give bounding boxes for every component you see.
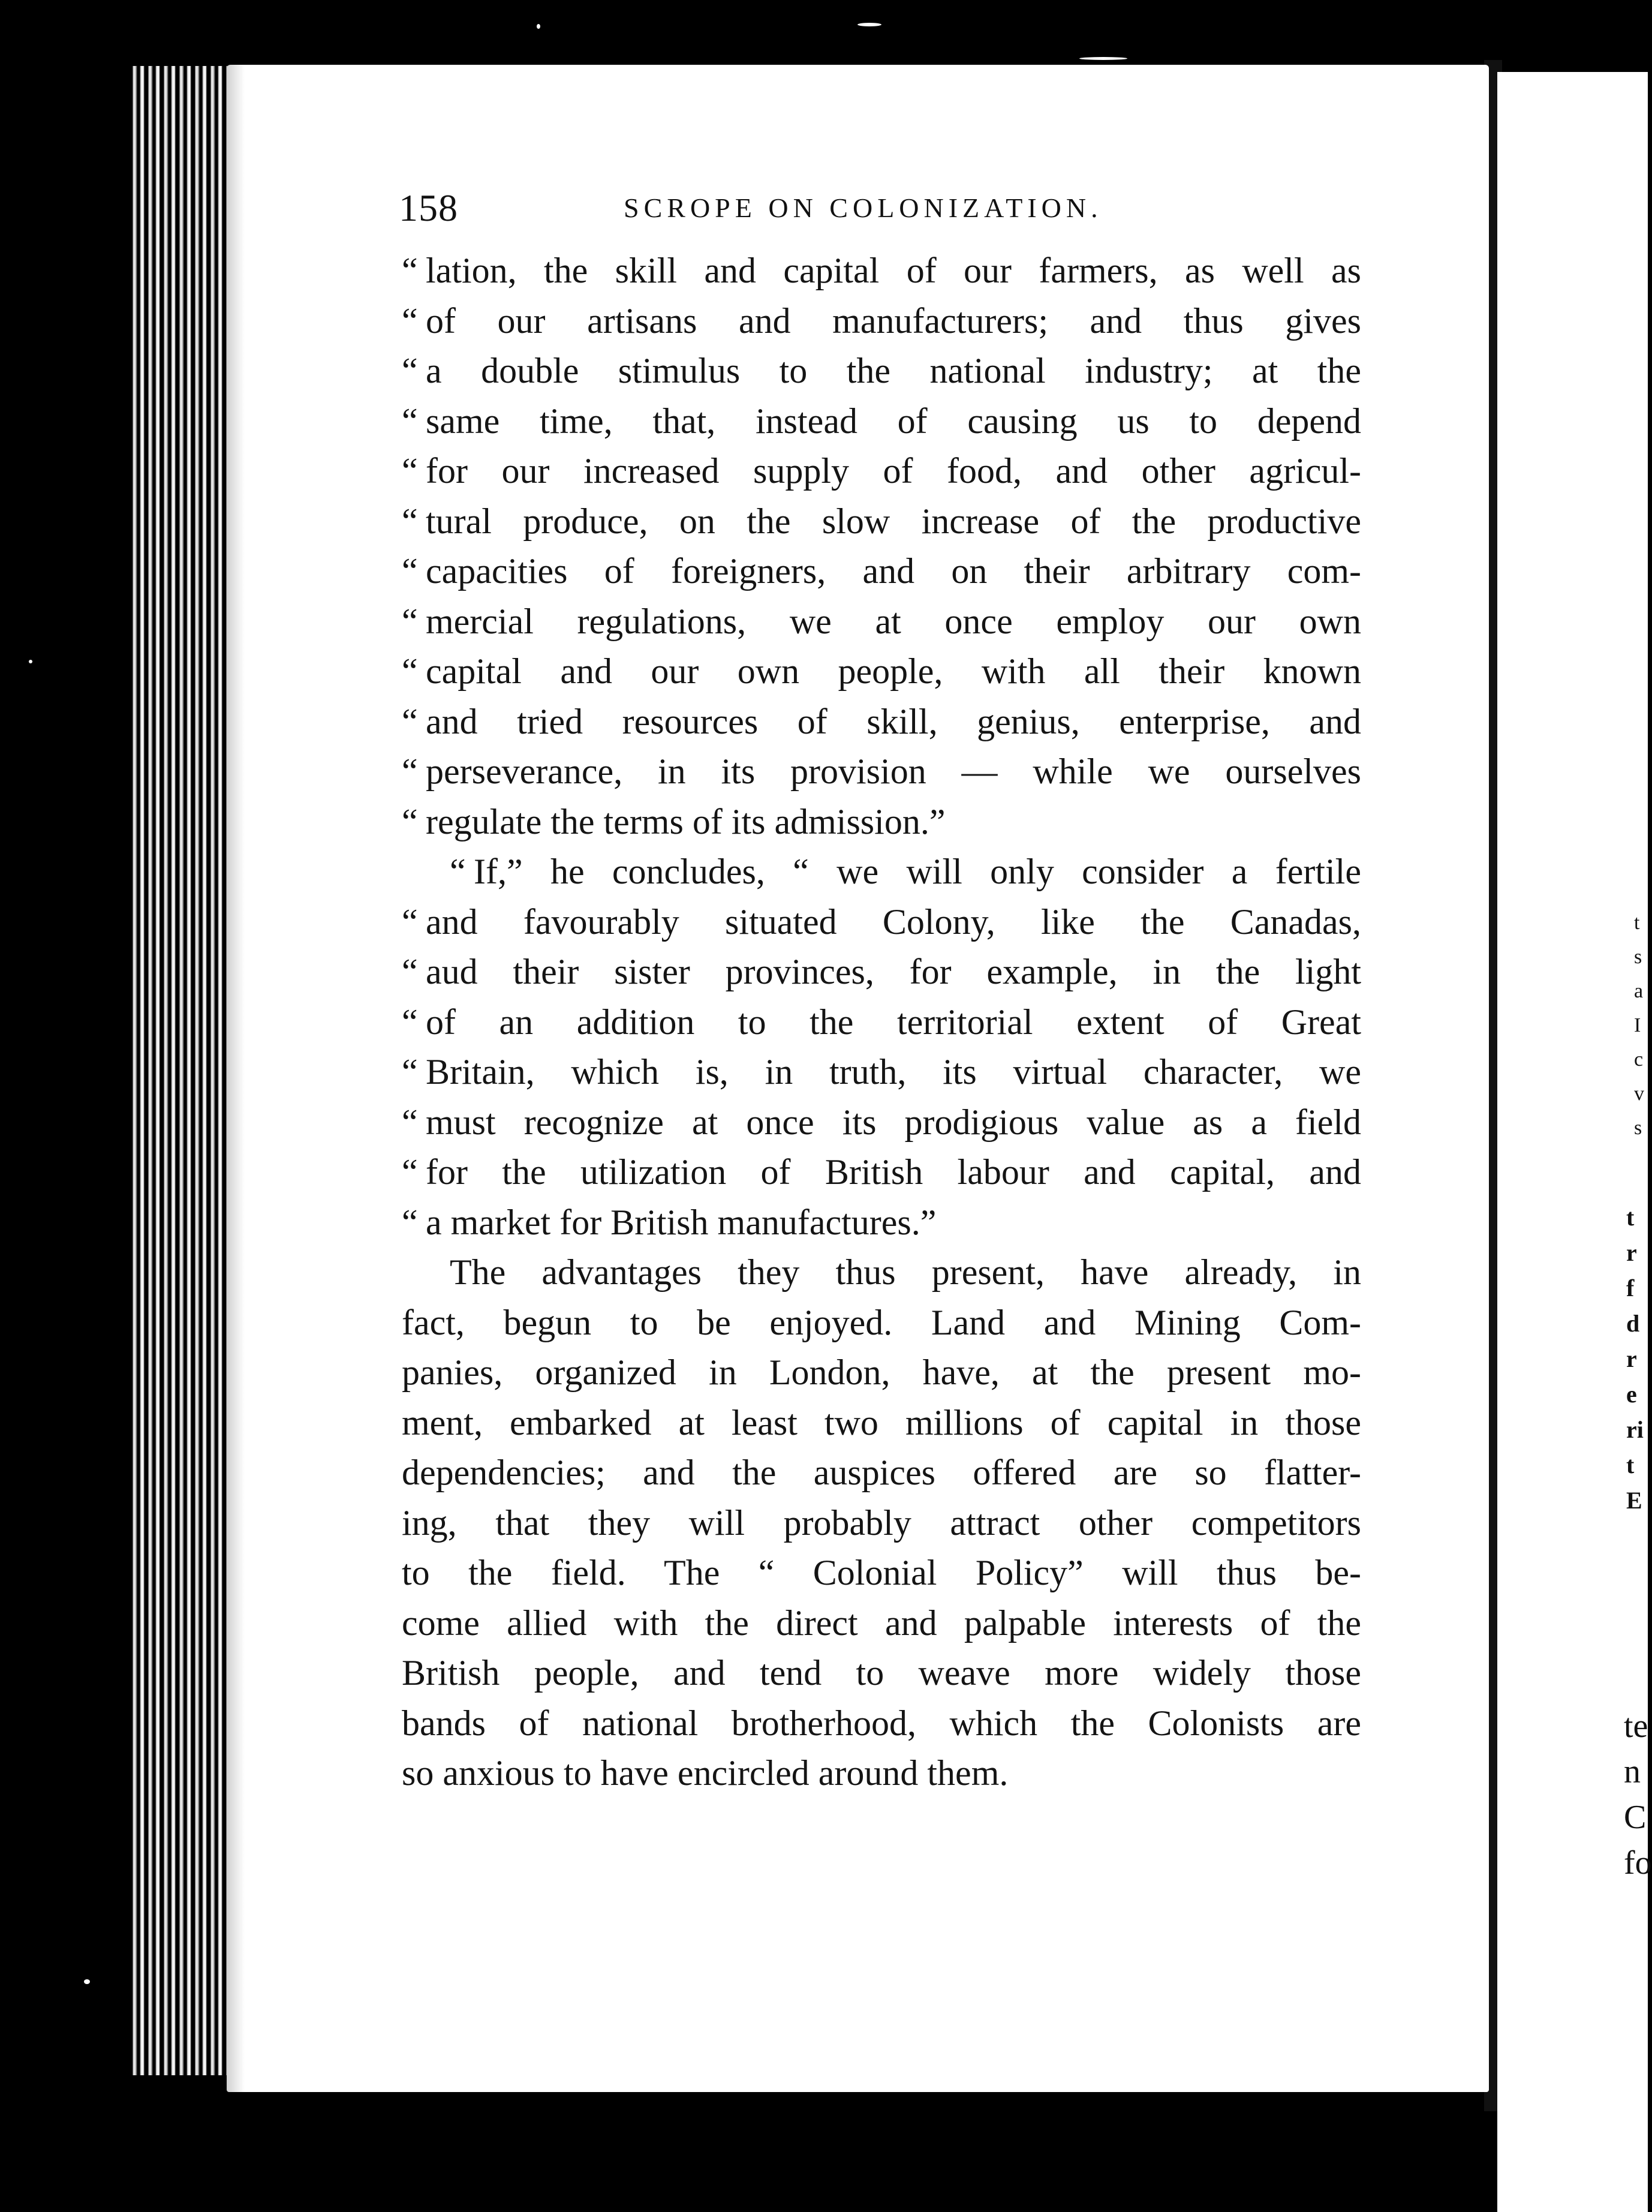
fragment: C (1624, 1799, 1647, 1836)
page-header (399, 186, 1376, 234)
fragment: s (1634, 946, 1642, 968)
body-text (402, 246, 1361, 1799)
text-line: “ same time, that, instead of causing us to depend (402, 396, 1361, 447)
fragment: ri (1626, 1416, 1644, 1443)
fragment: f (1626, 1275, 1635, 1302)
scan-speck (84, 1979, 90, 1984)
right-page-edge (1497, 72, 1652, 2212)
text-line: “ tural produce, on the slow increase of the productive (402, 497, 1361, 547)
quote-mark: “ (402, 451, 418, 491)
quote-mark: “ (402, 752, 418, 791)
running-title: SCROPE ON COLONIZATION. (624, 193, 1103, 223)
quote-mark: “ (402, 351, 418, 390)
fragment: t (1634, 912, 1640, 934)
quote-mark: “ (402, 701, 418, 741)
text-line: come allied with the direct and palpable interests of the (402, 1603, 1361, 1643)
text-line: “ for our increased supply of food, and other agricul- (402, 446, 1361, 497)
fragment: E (1626, 1487, 1642, 1514)
quote-mark: “ (402, 1202, 418, 1242)
text-line: “ lation, the skill and capital of our farmers, as well as (402, 246, 1361, 296)
quote-mark: “ (402, 1102, 418, 1142)
fragment: I (1634, 1014, 1641, 1036)
right-page-fragments-2 (1626, 1200, 1648, 1518)
scan-speck (29, 660, 32, 663)
right-page-fragments-3 (1624, 1703, 1652, 1886)
fragment: r (1626, 1239, 1637, 1266)
text-line: “ a double stimulus to the national industry; at the (402, 346, 1361, 396)
text-line: “ capacities of foreigners, and on their arbitrary com- (402, 546, 1361, 597)
quote-mark: “ (402, 251, 418, 290)
fragment: t (1626, 1204, 1635, 1231)
quote-mark: “ (402, 501, 418, 541)
quote-mark: “ (402, 401, 418, 441)
quote-mark: “ (402, 801, 418, 841)
quote-mark: “ (402, 1152, 418, 1192)
text-line: “ for the utilization of British labour and capital, and (402, 1147, 1361, 1198)
scan-speck (1079, 57, 1127, 60)
text-line: “ must recognize at once its prodigious value as a field (402, 1098, 1361, 1148)
text-line: “ Britain, which is, in truth, its virtual character, we (402, 1047, 1361, 1098)
text-line: fact, begun to be enjoyed. Land and Mining Com- (402, 1302, 1361, 1342)
text-line: “ and tried resources of skill, genius, enterprise, and (402, 697, 1361, 747)
text-line: ment, embarked at least two millions of capital in those (402, 1402, 1361, 1442)
scan-speck (537, 24, 540, 29)
text-line: “ perseverance, in its provision — while we ourselves (402, 747, 1361, 797)
fragment: v (1634, 1083, 1644, 1105)
text-line: The advantages they thus present, have already, in (450, 1252, 1361, 1292)
fragment: e (1626, 1381, 1637, 1408)
fragment: s (1634, 1117, 1642, 1139)
fragment: te (1624, 1708, 1648, 1745)
text-line: to the field. The “ Colonial Policy” will thus be- (402, 1553, 1361, 1592)
text-line: “ aud their sister provinces, for example, in the light (402, 947, 1361, 997)
right-page-fragments-1 (1634, 906, 1648, 1145)
text-line: “ and favourably situated Colony, like the Canadas, (402, 897, 1361, 948)
text-line: “ of an addition to the territorial extent of Great (402, 997, 1361, 1048)
text-line: “ a market for British manufactures.” (402, 1198, 1361, 1248)
text-line: British people, and tend to weave more widely those (402, 1653, 1361, 1693)
text-line: “ of our artisans and manufacturers; and thus gives (402, 296, 1361, 347)
quote-mark: “ (402, 651, 418, 691)
text-line: “ capital and our own people, with all their known (402, 647, 1361, 697)
text-line: “ regulate the terms of its admission.” (402, 797, 1361, 847)
scan-speck (857, 23, 881, 26)
quote-mark: “ (402, 601, 418, 641)
quote-mark: “ (402, 1002, 418, 1042)
quote-mark: “ (402, 901, 418, 942)
quote-mark: “ (402, 300, 418, 341)
text-line: “ mercial regulations, we at once employ our own (402, 597, 1361, 647)
text-line: panies, organized in London, have, at the present mo- (402, 1353, 1361, 1392)
fragment: r (1626, 1345, 1637, 1372)
fragment: a (1634, 980, 1644, 1002)
fragment: fo (1624, 1844, 1652, 1882)
fragment: t (1626, 1451, 1635, 1478)
fragment: d (1626, 1310, 1640, 1337)
text-line: so anxious to have encircled around them. (402, 1753, 1009, 1793)
quote-mark: “ (450, 852, 466, 891)
text-line: bands of national brotherhood, which the Colonists are (402, 1703, 1361, 1743)
page-shadow (227, 65, 245, 2092)
quote-mark: “ (402, 1052, 418, 1092)
page-edges (129, 66, 234, 2075)
quote-mark: “ (402, 551, 418, 591)
fragment: n (1624, 1753, 1641, 1790)
fragment: c (1634, 1048, 1644, 1071)
quote-mark: “ (402, 952, 418, 991)
text-line: “ If,” he concludes, “ we will only consider a fertile (402, 847, 1361, 897)
text-line: dependencies; and the auspices offered are so flatter- (402, 1453, 1361, 1492)
text-line: ing, that they will probably attract other competitors (402, 1502, 1361, 1543)
page-number: 158 (399, 187, 458, 229)
